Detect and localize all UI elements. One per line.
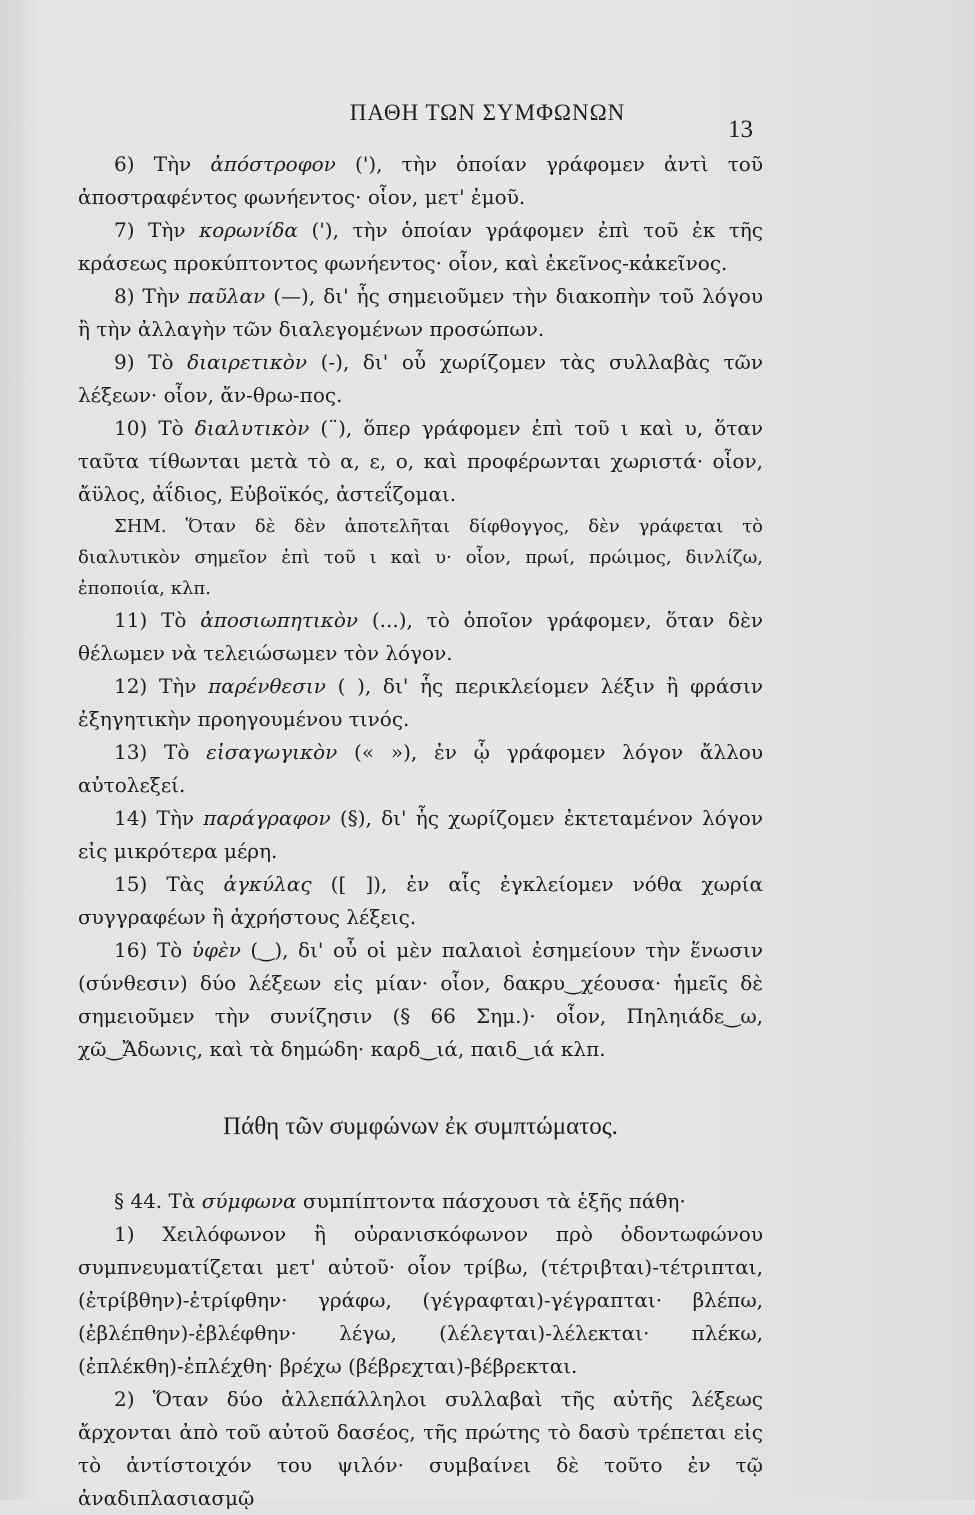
paragraph-note: ΣΗΜ. Ὅταν δὲ δὲν ἀποτελῆται δίφθογγος, δὲν γράφεται τὸ διαλυτικὸν σημεῖον ἐπὶ τοῦ ι καὶ υ· οἷον, πρωί, πρώιμος, δινλίζω, ἐποποιία, κλπ. [78,516,763,599]
paragraph-section-sign: 14) Τὴν παράγραφον (§), δι' ἧς χωρίζομεν ἐκτεταμένον λόγον εἰς μικρότερα μέρη. [78,806,763,863]
paragraph-quotation: 13) Τὸ εἰσαγωγικὸν (« »), ἐν ᾧ γράφομεν λόγον ἄλλου αὐτολεξεί. [78,740,763,797]
paragraph-dash: 8) Τὴν παῦλαν (—), δι' ἧς σημειοῦμεν τὴν διακοπὴν τοῦ λόγου ἢ τὴν ἀλλαγὴν τῶν διαλεγομένων προσώπων. [78,284,763,341]
term-consonants: σύμφωνα [201,1189,297,1213]
term-hyphen-ligature: ὑφὲν [191,938,241,962]
paragraph-coronis: 7) Τὴν κορωνίδα ('), τὴν ὁποίαν γράφομεν ἐπὶ τοῦ ἐκ τῆς κράσεως προκύπτοντος φωνήεντος· οἷον, καὶ ἐκεῖνος-κἀκεῖνος. [78,218,763,275]
term-parenthesis: παρένθεσιν [208,674,326,698]
paragraph-brackets: 15) Τὰς ἀγκύλας ([ ]), ἐν αἷς ἐγκλείομεν νόθα χωρία συγγραφέων ἢ ἀχρήστους λέξεις. [78,872,763,929]
section-intro: § 44. Τὰ σύμφωνα συμπίπτοντα πάσχουσι τὰ ἑξῆς πάθη· [114,1189,686,1213]
rule-2: 2) Ὅταν δύο ἀλλεπάλληλοι συλλαβαὶ τῆς αὐτῆς λέξεως ἄρχονται ἀπὸ τοῦ αὐτοῦ δασέος, τῆς πρώτης τὸ δασὺ τρέπεται εἰς τὸ ἀντίστοιχόν του ψιλόν· συμβαίνει δὲ τοῦτο ἐν τῷ ἀναδιπλασιασμῷ [78,1387,763,1510]
term-coronis: κορωνίδα [199,218,298,242]
term-brackets: ἀγκύλας [223,872,312,896]
paragraph-ellipsis: 11) Τὸ ἀποσιωπητικὸν (...), τὸ ὁποῖον γράφομεν, ὅταν δὲν θέλωμεν νὰ τελειώσωμεν τὸν λόγον. [78,608,763,665]
paragraph-diaeresis: 10) Τὸ διαλυτικὸν (¨), ὅπερ γράφομεν ἐπὶ τοῦ ι καὶ υ, ὅταν ταῦτα τίθωνται μετὰ τὸ α, ε, ο, καὶ προφέρωνται χωριστά· οἷον, ἄϋλος, ἀΐδιος, Εὐβοϊκός, ἀστεΐζομαι. [78,416,763,506]
term-hyphen: διαιρετικὸν [187,350,308,374]
term-section-sign: παράγραφον [203,806,331,830]
section-title: Πάθη τῶν συμφώνων ἐκ συμπτώματος. [223,1113,618,1140]
page-number: 13 [728,116,753,143]
rule-1: 1) Χειλόφωνον ἢ οὐρανισκόφωνον πρὸ ὀδοντωφώνου συμπνευματίζεται μετ' αὐτοῦ· οἷον τρίβω, (τέτριβται)-τέτριπται, (ἐτρίβθην)-ἐτρίφθην· γράφω, (γέγραφται)-γέγραπται· βλέπω, (ἐβλέπθην)-ἐβλέφθην· λέγω, (λέλεγται)-λέλεκται· πλέκω, (ἐπλέκθη)-ἐπλέχθη· βρέχω (βέβρεχται)-βέβρεκται. [78,1222,763,1378]
term-dash: παῦλαν [188,284,266,308]
paragraph-hyphen: 9) Τὸ διαιρετικὸν (-), δι' οὗ χωρίζομεν τὰς συλλαβὰς τῶν λέξεων· οἷον, ἄν-θρω-πος. [78,350,764,407]
term-diaeresis: διαλυτικὸν [194,416,310,440]
paragraph-hyphen-ligature: 16) Τὸ ὑφὲν (‿), δι' οὗ οἱ μὲν παλαιοὶ ἐσημείουν τὴν ἕνωσιν (σύνθεσιν) δύο λέξεων εἰς μίαν· οἷον, δακρυ‿χέουσα· ἡμεῖς δὲ σημειοῦμεν τὴν συνίζησιν (§ 66 Σημ.)· οἷον, Πηληιάδε‿ω, χῶ‿Ἄδωνις, καὶ τὰ δημώδη· καρδ‿ιά, παιδ‿ιά κλπ. [78,938,763,1061]
term-apostrophe: ἀπόστροφον [210,152,336,176]
page-body [78,148,763,1515]
term-ellipsis: ἀποσιωπητικὸν [200,608,359,632]
paragraph-apostrophe: 6) Τὴν ἀπόστροφον ('), τὴν ὁποίαν γράφομεν ἀντὶ τοῦ ἀποστραφέντος φωνήεντος· οἷον, μετ' ἐμοῦ. [78,152,763,209]
paragraph-parenthesis: 12) Τὴν παρένθεσιν ( ), δι' ἧς περικλείομεν λέξιν ἢ φράσιν ἐξηγητικὴν προηγουμένου τινός. [78,674,763,731]
running-head: ΠΑΘΗ ΤΩΝ ΣΥΜΦΩΝΩΝ [349,100,626,125]
term-quotation: εἰσαγωγικὸν [206,740,338,764]
